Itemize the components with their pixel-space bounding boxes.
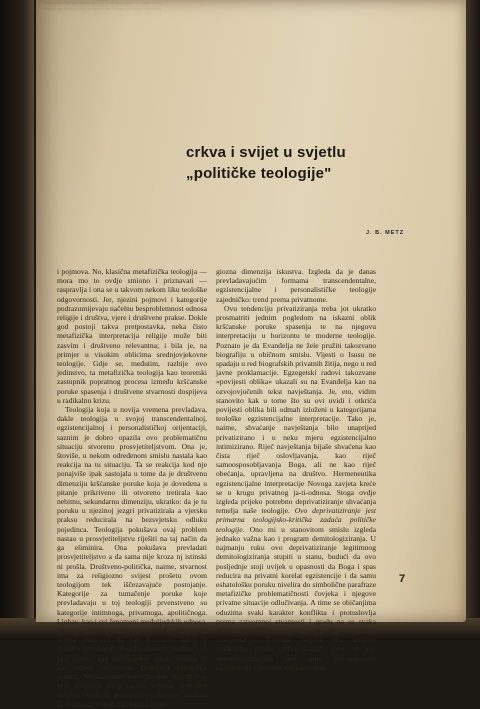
paragraph-text: Ovu tendenciju privatiziranja treba jot ukratko prosmatriti jednim pogledom na iskazni oblik kršćanske poruke spasenja te na njegovu interpretaciju u horizontu te moderne teologije. Poznato je da Evanđelja ne žele pružiti takozvano biografiju u običnom smislu. Vijesti o Isusu ne spadaju u red biografskih privatnih žitija, nego u red javne proklamacije. Egzegetski radovi takozvane »povijesti oblika« ukazali su na Evanđelja kao na ozvojovjočenih tekst navještanja. Je, eto, vidim stanovito kak u tome što su ovi uvidi i otkrića povijesti oblika bili odmah izloženi u kategorijama teološke egzistencijalne interpretacije. Tako je, naime, shvaćanje navještanja bilo unaprijed privatizirano i u neku mjeru egzistencijalno intimizirano. Riječ navještanja bijaše shvaćena kao čista riječ oslovljavanja, kao riječ samoosposobljavanja Boga, ali ne kao riječ obećanja, upravljena na društvo. Hermeneutika egzistencijalne interpretacije Novoga zavjeta kreće se u krugu privatnog ja-ti-odnosa. Stoga ovdje izgleda prijeko potrebno deprivatiziranje shvaćanja temelja naše teologije.	[216, 303, 376, 516]
paragraph-text: Ono mi u stanovitom smislu izgleda jednako važna kao i program demitologiziranja. U najmanju ruku ovo deprivatiziranje legitimnog demitologiziranja stupiti u stanu, budući da ovo posljednje stoji uvijek u opasnosti da Boga i spas reducira na privatni korelat egzistencije i da samu eshatološku poruku nivelira do simbolične parafraze metafizičke problematičnosti čovjeka i njegove privatne situacije odlučivanja. A time se običanjima oduzima svaki karakter konflikta i protuslovlja prema zatvorenoj stvarnosti i gradu na se svaka društvenokritička snaga. Egzistencijalna interpretacija Novoga zavjeta ima izrazitu tendenciju prema privatiziranju. Ona se kao demitologizranjem radi mita bez-svjetovne egzistencije i privatne subjektivnosti.	[216, 524, 376, 672]
title-line-2: „političke teologije"	[186, 165, 332, 182]
article-title	[186, 142, 406, 184]
paragraph: giozna dimenzija iskustva. Izgleda da je danas prevladavajućim formama transcendentalne, egzistencijalne i personalističke teologije zajedničko: trend prema privatnome.	[216, 267, 376, 304]
title-line-1: crkva i svijet u svjetlu	[186, 144, 346, 161]
paragraph: Teologija koja u novija vremena prevladava, dakle teologija u svojoj transcendentalnoj, egzistencijalnoj i personalističkoj orijentaciji, saznim je dobro opazila ovo problematičnu situaciju stvorenu prosvjetiteljstvom. Ona je, štoviše, u nekom određenom smislu nastala kao reakcija na tu situaciju. Ta se reakcija kod nje ponajviše ipak sastojala u tome da je društvenu dimenziju kršćanske poruke koja je dovedena u pitanje prikriveno ili otvoreno tretirala kao nebitnu, sekundarnu dimenziju, ukratko: da je tu poruku u njezinoj jezgri privatizirala a vjersku praksu reducirala na bezsvjetsku odluku pojedinca. Teologija pokušava ovaj problem nastao u prosvjetiteljstvu riješiti na taj način da ga eliminira. Ona pokušava prevladati prosvjetiteljstvo a da sama nije kroza nj istinski ni prošla. Društveno-politička, naime, stvarnost ima za religiozno svijest prošetu ovom teologijom tek iščezavajuće postojanje. Kategorije za tumačenje poruke koje prevladavaju u toj teologiji prvenstveno su kategorije intimnoga, privatnoga, apolitičnoga. Ljubav, kao i svi fenomeni međuljudskih odnosa, iznose se doduše ponekad za vidjelo, ali se ipak prema unaprijed ili kao normalno samo u njihovu privatnom, depolitiziranom obliku: kao ja-ti odnos, kao međuosobni odnos susreta ili kao odnos susjedstva. Dominira kategorija susreta. Međuosobno oslovljavanje vrijedi kao prvi religiozni način iskaza; vrhunac slobodne subjektivnosti ili nerasploživo, njezino središte ja-ti-odnosa vrijedi kao istinska reli-	[57, 405, 207, 709]
italic-emphasis: Ovo deprivatiziranje jest primarna teologijsko-kritička zadaća političke teologije.	[216, 506, 376, 534]
paragraph: i pojmova. No, klasična metafizička teologija — mora mo to ovdje smiono i priznavati — raspravlja i ona se u takvom nekom liku teološke odgovornosti. Jer, njezini pojmovi i kategorije podrazumijevaju načelnu besproblemnost odnosa religije i društva, vjere i društvene prakse. Dokle god postoji takva pretpostavka, neka čisto metafizička interpretacija religije može biti zasvim i društveno relevantna; i bila je, na primjer u visokim oblicima srednjovjekovne teologije. Gdje se, međutim, razbije ovo jedinstvo, ta metafizička teologija kao teoretski zastupnik popratnog procesa između kršćanske poruke spasenja i društvene stvarnosti dospijeva u radikalnu krizu.	[57, 267, 207, 405]
page-number: 7	[399, 573, 406, 585]
show-through-text: samo neke dijelove teksta ne vidi jasno kroz stranicu ostaje samo blijeda sjena slova tekst sa prethodne stranice proziran kroz papir	[44, 0, 162, 11]
right-text-column	[216, 267, 376, 672]
table-surface-left	[0, 0, 34, 640]
table-surface-right	[466, 0, 480, 640]
paragraph	[216, 304, 376, 672]
left-text-column	[57, 267, 207, 709]
author-name: J. B. METZ	[366, 230, 405, 236]
